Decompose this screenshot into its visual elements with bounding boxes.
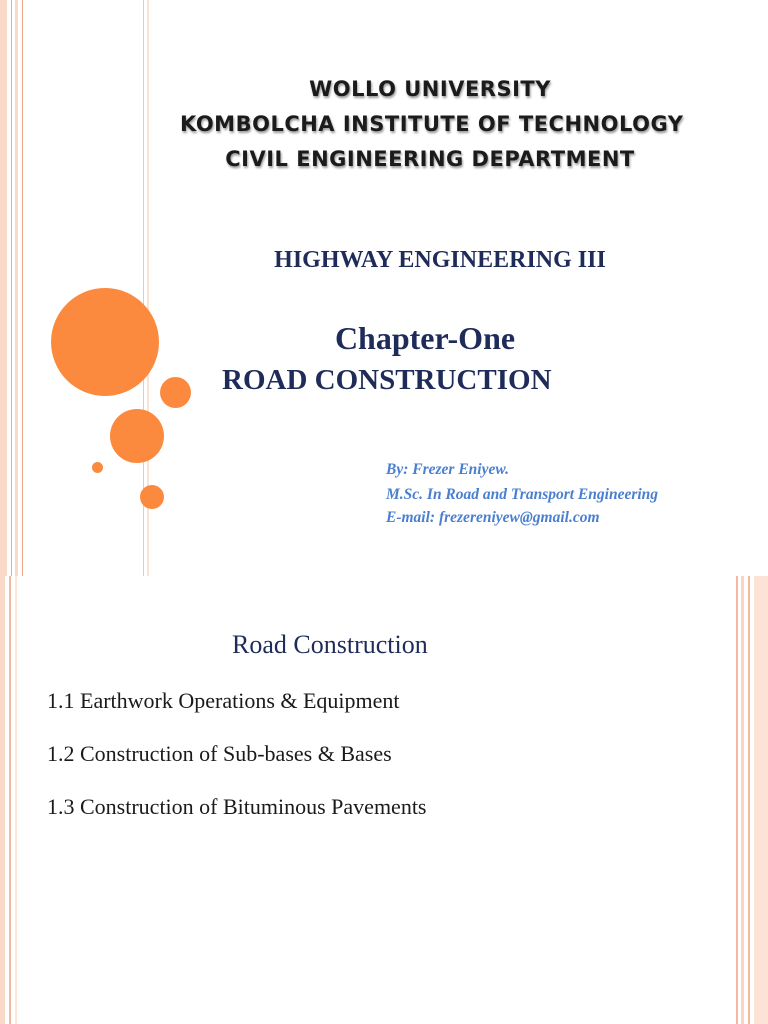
author-degree: M.Sc. In Road and Transport Engineering (386, 486, 659, 503)
decor-stripe (15, 576, 17, 1024)
institution-heading (180, 72, 684, 177)
outline-title: Road Construction (232, 630, 428, 659)
course-title: HIGHWAY ENGINEERING III (274, 247, 606, 273)
decor-stripe (9, 576, 11, 1024)
decor-circle (160, 377, 191, 408)
institute-name: KOMBOLCHA INSTITUTE OF TECHNOLOGY (180, 112, 684, 136)
decor-stripe (0, 0, 7, 576)
decor-stripe (11, 0, 12, 576)
university-name: WOLLO UNIVERSITY (309, 77, 551, 101)
decor-circle (92, 462, 103, 473)
decor-stripe (736, 576, 738, 1024)
decor-circle (51, 288, 159, 396)
decor-stripe (741, 576, 744, 1024)
outline-slide (0, 576, 768, 1024)
decor-stripe (754, 576, 768, 1024)
decor-stripe (748, 576, 750, 1024)
decor-stripe (22, 0, 23, 576)
author-email: E-mail: frezereniyew@gmail.com (386, 509, 600, 526)
decor-stripe (0, 576, 5, 1024)
department-name: CIVIL ENGINEERING DEPARTMENT (225, 147, 635, 171)
decor-circle (110, 409, 164, 463)
author-name: By: Frezer Eniyew. (386, 461, 509, 478)
outline-item: 1.3 Construction of Bituminous Pavements (47, 794, 427, 819)
chapter-topic: ROAD CONSTRUCTION (222, 364, 552, 396)
outline-item: 1.2 Construction of Sub-bases & Bases (47, 741, 392, 766)
decor-circle (140, 485, 164, 509)
chapter-title: Chapter-One (334, 320, 516, 356)
outline-item: 1.1 Earthwork Operations & Equipment (47, 688, 400, 713)
decor-stripe (15, 0, 18, 576)
